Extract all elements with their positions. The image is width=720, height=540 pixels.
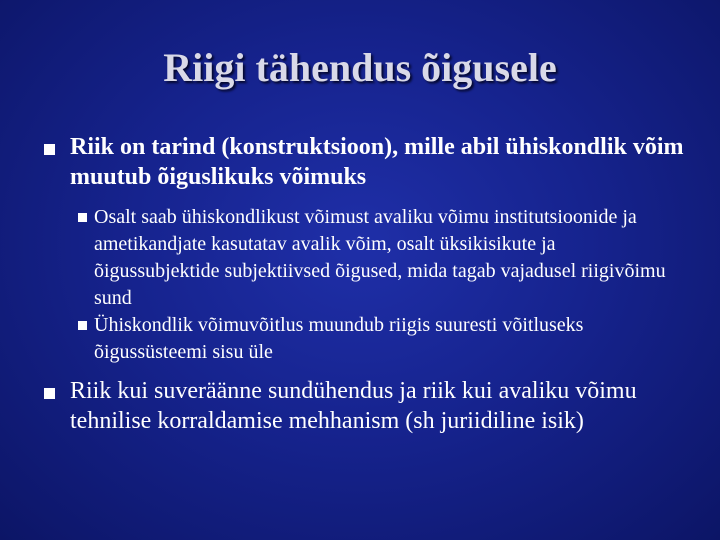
bullet-text: Riik on tarind (konstruktsioon), mille abil ühiskondlik võim muutub õiguslikuks võimuks	[70, 134, 684, 190]
square-bullet-icon	[78, 321, 87, 330]
sub-bullet-item-2	[70, 312, 670, 366]
square-bullet-icon	[44, 388, 55, 399]
sub-bullet-list	[70, 204, 670, 366]
sub-bullet-item-1	[70, 204, 670, 312]
sub-bullet-text: Ühiskondlik võimuvõitlus muundub riigis suuresti võitluseks õigussüsteemi sisu üle	[94, 314, 584, 363]
bullet-item-2	[44, 376, 684, 436]
bullet-text: Riik kui suveräänne sundühendus ja riik kui avaliku võimu tehnilise korraldamise mehhanism (sh juriidiline isik)	[70, 378, 637, 434]
bullet-list	[44, 132, 684, 436]
square-bullet-icon	[78, 213, 87, 222]
slide-title: Riigi tähendus õigusele	[163, 45, 557, 90]
sub-bullet-text: Osalt saab ühiskondlikust võimust avaliku võimu institutsioonide ja ametikandjate kasutatav avalik võim, osalt üksikisikute ja õigussubjektide subjektiivsed õigused, mida tagab vajadusel riigivõimu sund	[94, 206, 666, 309]
square-bullet-icon	[44, 144, 55, 155]
bullet-item-1	[44, 132, 684, 192]
